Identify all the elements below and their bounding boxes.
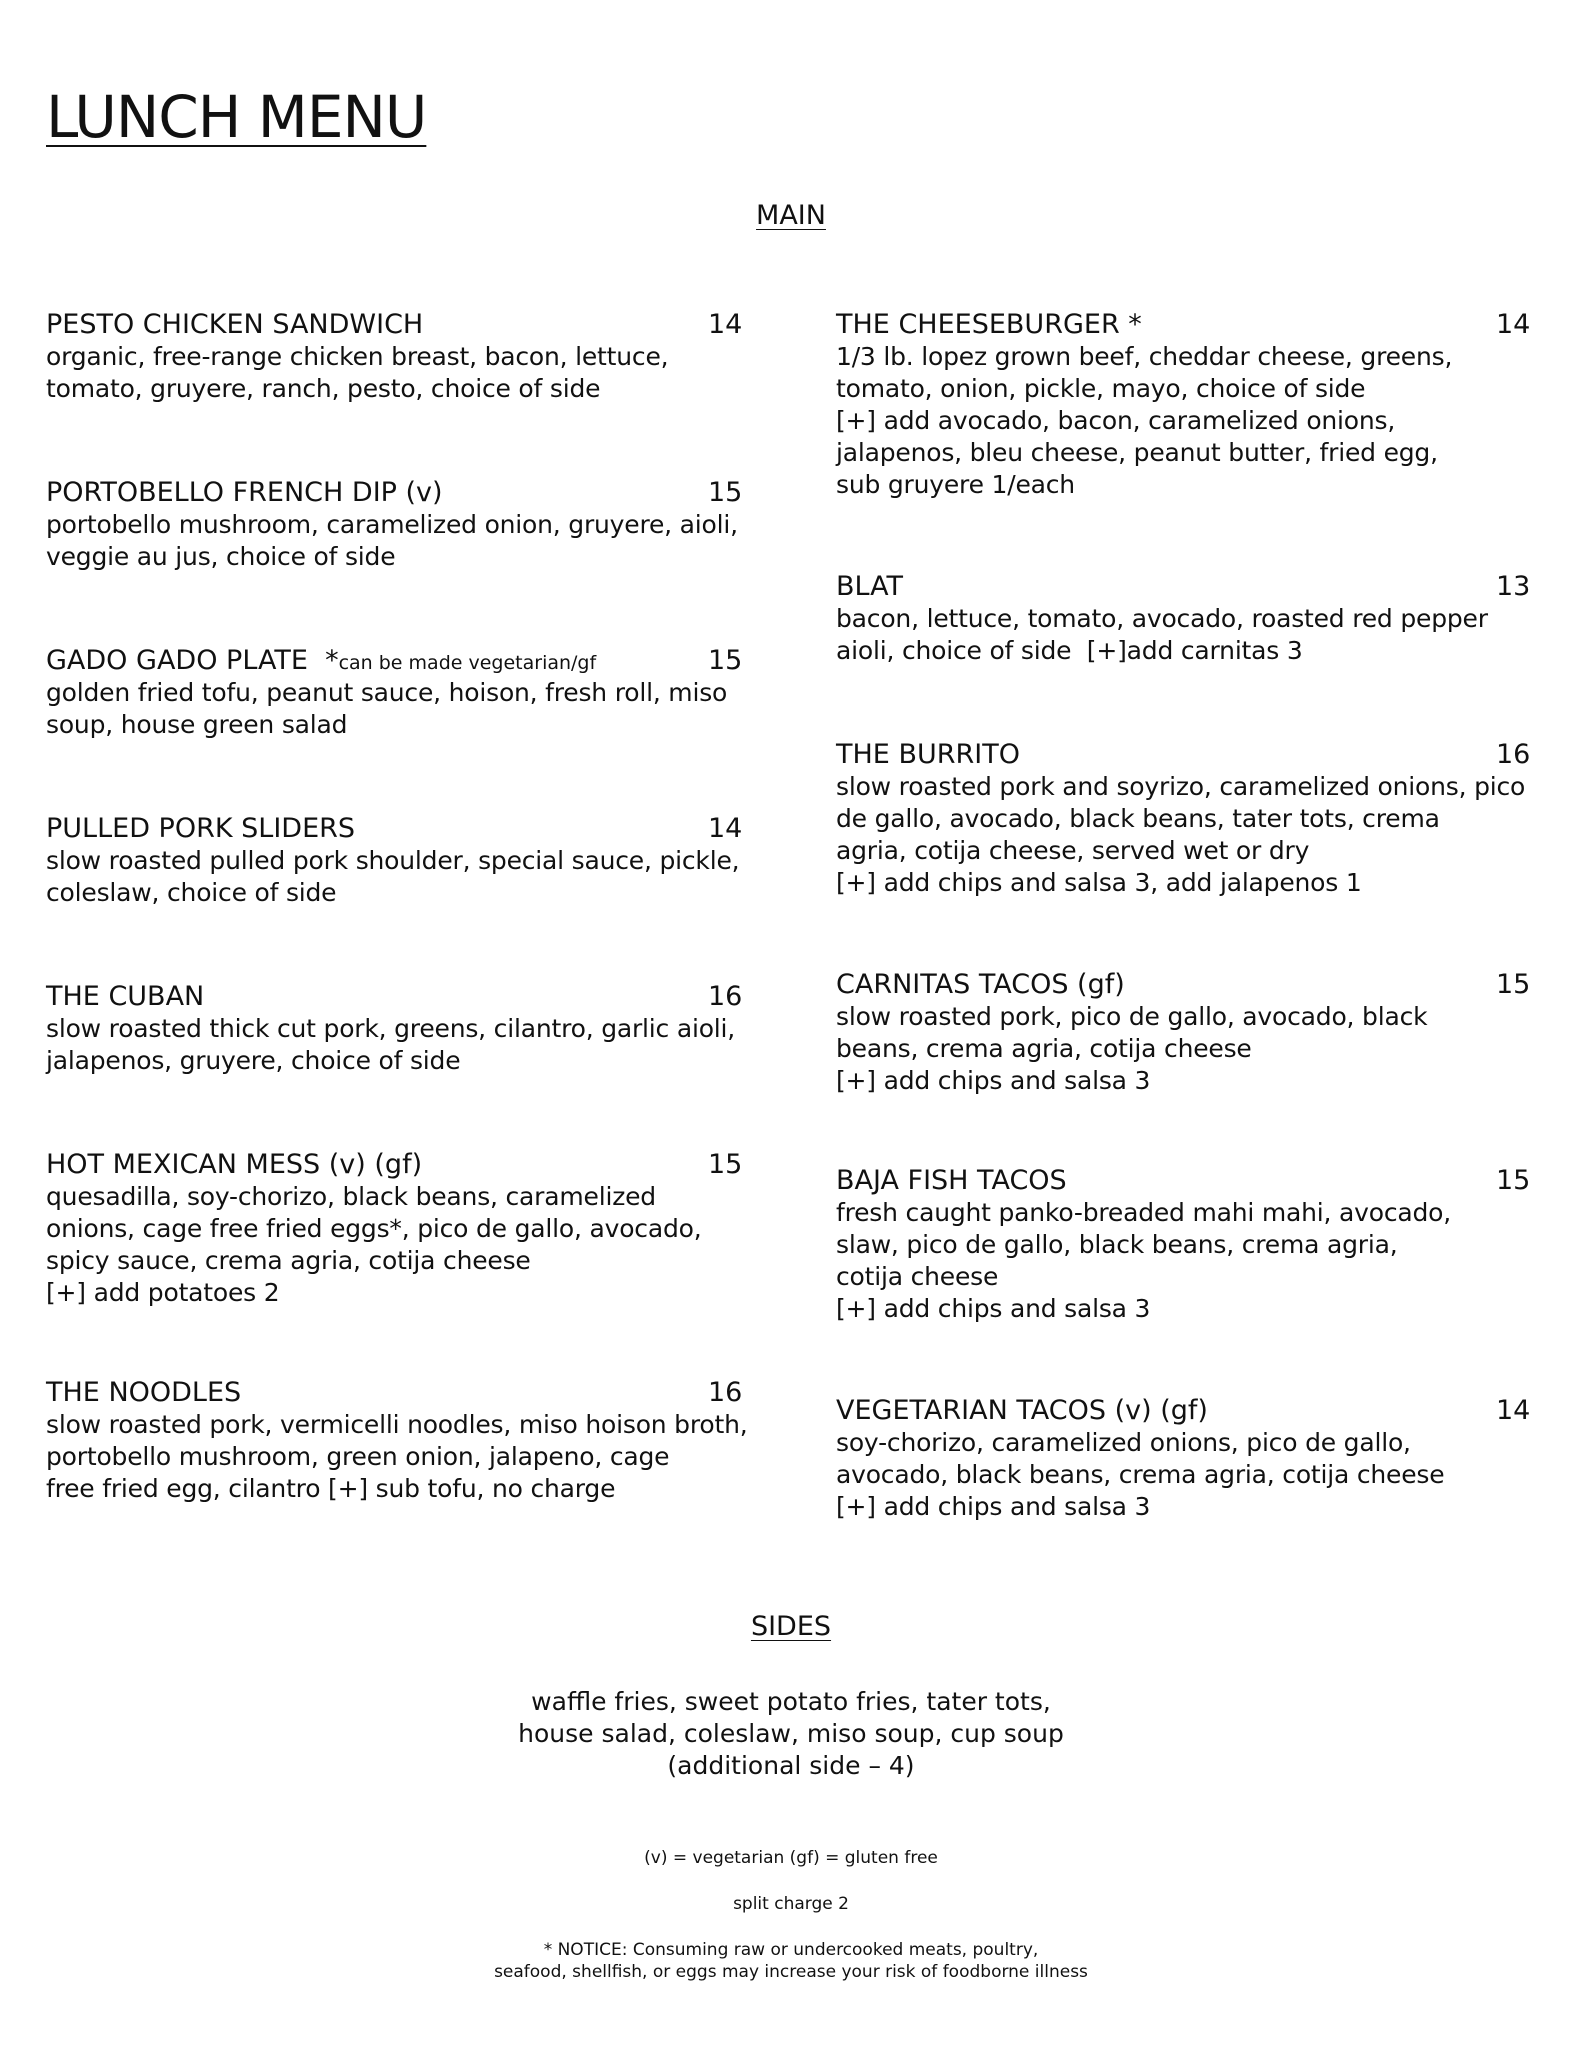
item-price: 14 xyxy=(1496,1395,1531,1426)
item-description-line: [+] add avocado, bacon, caramelized onions, xyxy=(836,406,1396,435)
item-description-line: tomato, gruyere, ranch, pesto, choice of side xyxy=(46,374,601,403)
item-name: THE CHEESEBURGER * xyxy=(836,309,1142,340)
item-description-line: [+] add chips and salsa 3 xyxy=(836,1492,1151,1521)
item-description-line: organic, free-range chicken breast, bacon, lettuce, xyxy=(46,342,669,371)
item-description-line: 1/3 lb. lopez grown beef, cheddar cheese, greens, xyxy=(836,342,1453,371)
menu-item-the-noodles xyxy=(46,1377,756,1505)
item-header xyxy=(46,309,756,341)
item-price: 14 xyxy=(1496,309,1531,340)
item-header xyxy=(836,1165,1536,1197)
item-description-line: sub gruyere 1/each xyxy=(836,470,1075,499)
item-name: THE BURRITO xyxy=(836,739,1020,770)
item-price: 14 xyxy=(708,813,743,844)
item-description-line: free fried egg, cilantro [+] sub tofu, no charge xyxy=(46,1474,616,1503)
item-name: PULLED PORK SLIDERS xyxy=(46,813,356,844)
item-header xyxy=(836,969,1536,1001)
item-description-line: de gallo, avocado, black beans, tater tots, crema xyxy=(836,804,1440,833)
item-description-line: slow roasted pulled pork shoulder, special sauce, pickle, xyxy=(46,846,740,875)
item-description-line: soy-chorizo, caramelized onions, pico de gallo, xyxy=(836,1428,1411,1457)
item-note: can be made vegetarian/gf xyxy=(338,652,597,674)
item-description-line: veggie au jus, choice of side xyxy=(46,542,396,571)
item-name: PORTOBELLO FRENCH DIP (v) xyxy=(46,477,443,508)
item-name: CARNITAS TACOS (gf) xyxy=(836,969,1125,1000)
item-description-line: avocado, black beans, crema agria, cotija cheese xyxy=(836,1460,1445,1489)
item-description-line: portobello mushroom, caramelized onion, gruyere, aioli, xyxy=(46,510,738,539)
item-description-line: beans, crema agria, cotija cheese xyxy=(836,1034,1252,1063)
item-header xyxy=(46,1149,756,1181)
item-description-line: spicy sauce, crema agria, cotija cheese xyxy=(46,1246,531,1275)
menu-item-carnitas-tacos xyxy=(836,969,1536,1097)
item-price: 16 xyxy=(708,981,743,1012)
item-description-line: tomato, onion, pickle, mayo, choice of side xyxy=(836,374,1366,403)
menu-item-the-cheeseburger xyxy=(836,309,1536,501)
menu-item-the-burrito xyxy=(836,739,1536,899)
sides-list xyxy=(0,1686,1582,1782)
item-description-line: cotija cheese xyxy=(836,1262,999,1291)
item-header xyxy=(836,571,1536,603)
item-description-line: [+] add potatoes 2 xyxy=(46,1278,280,1307)
item-description-line: slow roasted pork and soyrizo, caramelized onions, pico xyxy=(836,772,1526,801)
item-description-line: bacon, lettuce, tomato, avocado, roasted red pepper xyxy=(836,604,1488,633)
sides-section-heading: SIDES xyxy=(750,1611,832,1642)
item-header xyxy=(46,1377,756,1409)
item-name: BLAT xyxy=(836,571,904,602)
item-header xyxy=(46,813,756,845)
item-price: 15 xyxy=(708,1149,743,1180)
item-name: GADO GADO PLATE * xyxy=(46,645,339,676)
menu-item-blat xyxy=(836,571,1536,667)
item-price: 15 xyxy=(708,477,743,508)
item-description-line: quesadilla, soy-chorizo, black beans, caramelized xyxy=(46,1182,656,1211)
item-description-line: aioli, choice of side [+]add carnitas 3 xyxy=(836,636,1303,665)
item-price: 13 xyxy=(1496,571,1531,602)
item-price: 15 xyxy=(708,645,743,676)
item-description-line: coleslaw, choice of side xyxy=(46,878,337,907)
menu-item-portobello-french-dip xyxy=(46,477,756,573)
sides-line: waffle fries, sweet potato fries, tater tots, xyxy=(531,1687,1051,1716)
item-description-line: [+] add chips and salsa 3, add jalapenos 1 xyxy=(836,868,1362,897)
sides-line: (additional side – 4) xyxy=(667,1751,915,1780)
menu-item-the-cuban xyxy=(46,981,756,1077)
notice-line: * NOTICE: Consuming raw or undercooked meats, poultry, xyxy=(543,1940,1039,1960)
item-description-line: slow roasted pork, pico de gallo, avocado, black xyxy=(836,1002,1428,1031)
item-name: THE NOODLES xyxy=(46,1377,242,1408)
item-name: PESTO CHICKEN SANDWICH xyxy=(46,309,424,340)
item-header xyxy=(836,1395,1536,1427)
menu-item-baja-fish-tacos xyxy=(836,1165,1536,1325)
item-price: 15 xyxy=(1496,969,1531,1000)
item-description-line: portobello mushroom, green onion, jalapeno, cage xyxy=(46,1442,670,1471)
item-name: HOT MEXICAN MESS (v) (gf) xyxy=(46,1149,423,1180)
menu-item-gado-gado-plate xyxy=(46,645,756,741)
menu-item-pesto-chicken-sandwich xyxy=(46,309,756,405)
split-charge-note: split charge 2 xyxy=(733,1894,849,1914)
item-name: THE CUBAN xyxy=(46,981,205,1012)
item-name: BAJA FISH TACOS xyxy=(836,1165,1067,1196)
item-price: 16 xyxy=(1496,739,1531,770)
item-description-line: agria, cotija cheese, served wet or dry xyxy=(836,836,1310,865)
notice-line: seafood, shellfish, or eggs may increase your risk of foodborne illness xyxy=(494,1962,1088,1982)
item-description-line: jalapenos, gruyere, choice of side xyxy=(46,1046,461,1075)
menu-item-vegetarian-tacos xyxy=(836,1395,1536,1523)
item-price: 14 xyxy=(708,309,743,340)
sides-line: house salad, coleslaw, miso soup, cup soup xyxy=(518,1719,1064,1748)
menu-item-pulled-pork-sliders xyxy=(46,813,756,909)
item-price: 15 xyxy=(1496,1165,1531,1196)
item-header xyxy=(836,739,1536,771)
item-description-line: golden fried tofu, peanut sauce, hoison, fresh roll, miso xyxy=(46,678,728,707)
foodborne-illness-notice xyxy=(0,1939,1582,1983)
item-description-line: [+] add chips and salsa 3 xyxy=(836,1066,1151,1095)
main-section-heading: MAIN xyxy=(756,200,826,231)
menu-item-hot-mexican-mess xyxy=(46,1149,756,1309)
item-description-line: soup, house green salad xyxy=(46,710,348,739)
item-description-line: slow roasted pork, vermicelli noodles, miso hoison broth, xyxy=(46,1410,748,1439)
item-name: VEGETARIAN TACOS (v) (gf) xyxy=(836,1395,1208,1426)
page-title: LUNCH MENU xyxy=(46,83,427,151)
item-description-line: fresh caught panko-breaded mahi mahi, avocado, xyxy=(836,1198,1452,1227)
item-description-line: onions, cage free fried eggs*, pico de gallo, avocado, xyxy=(46,1214,702,1243)
item-header xyxy=(836,309,1536,341)
item-description-line: slaw, pico de gallo, black beans, crema agria, xyxy=(836,1230,1398,1259)
dietary-legend: (v) = vegetarian (gf) = gluten free xyxy=(644,1848,938,1868)
item-header xyxy=(46,981,756,1013)
item-description-line: slow roasted thick cut pork, greens, cilantro, garlic aioli, xyxy=(46,1014,736,1043)
item-description-line: jalapenos, bleu cheese, peanut butter, fried egg, xyxy=(836,438,1438,467)
item-header xyxy=(46,477,756,509)
item-description-line: [+] add chips and salsa 3 xyxy=(836,1294,1151,1323)
item-header xyxy=(46,645,756,677)
item-price: 16 xyxy=(708,1377,743,1408)
